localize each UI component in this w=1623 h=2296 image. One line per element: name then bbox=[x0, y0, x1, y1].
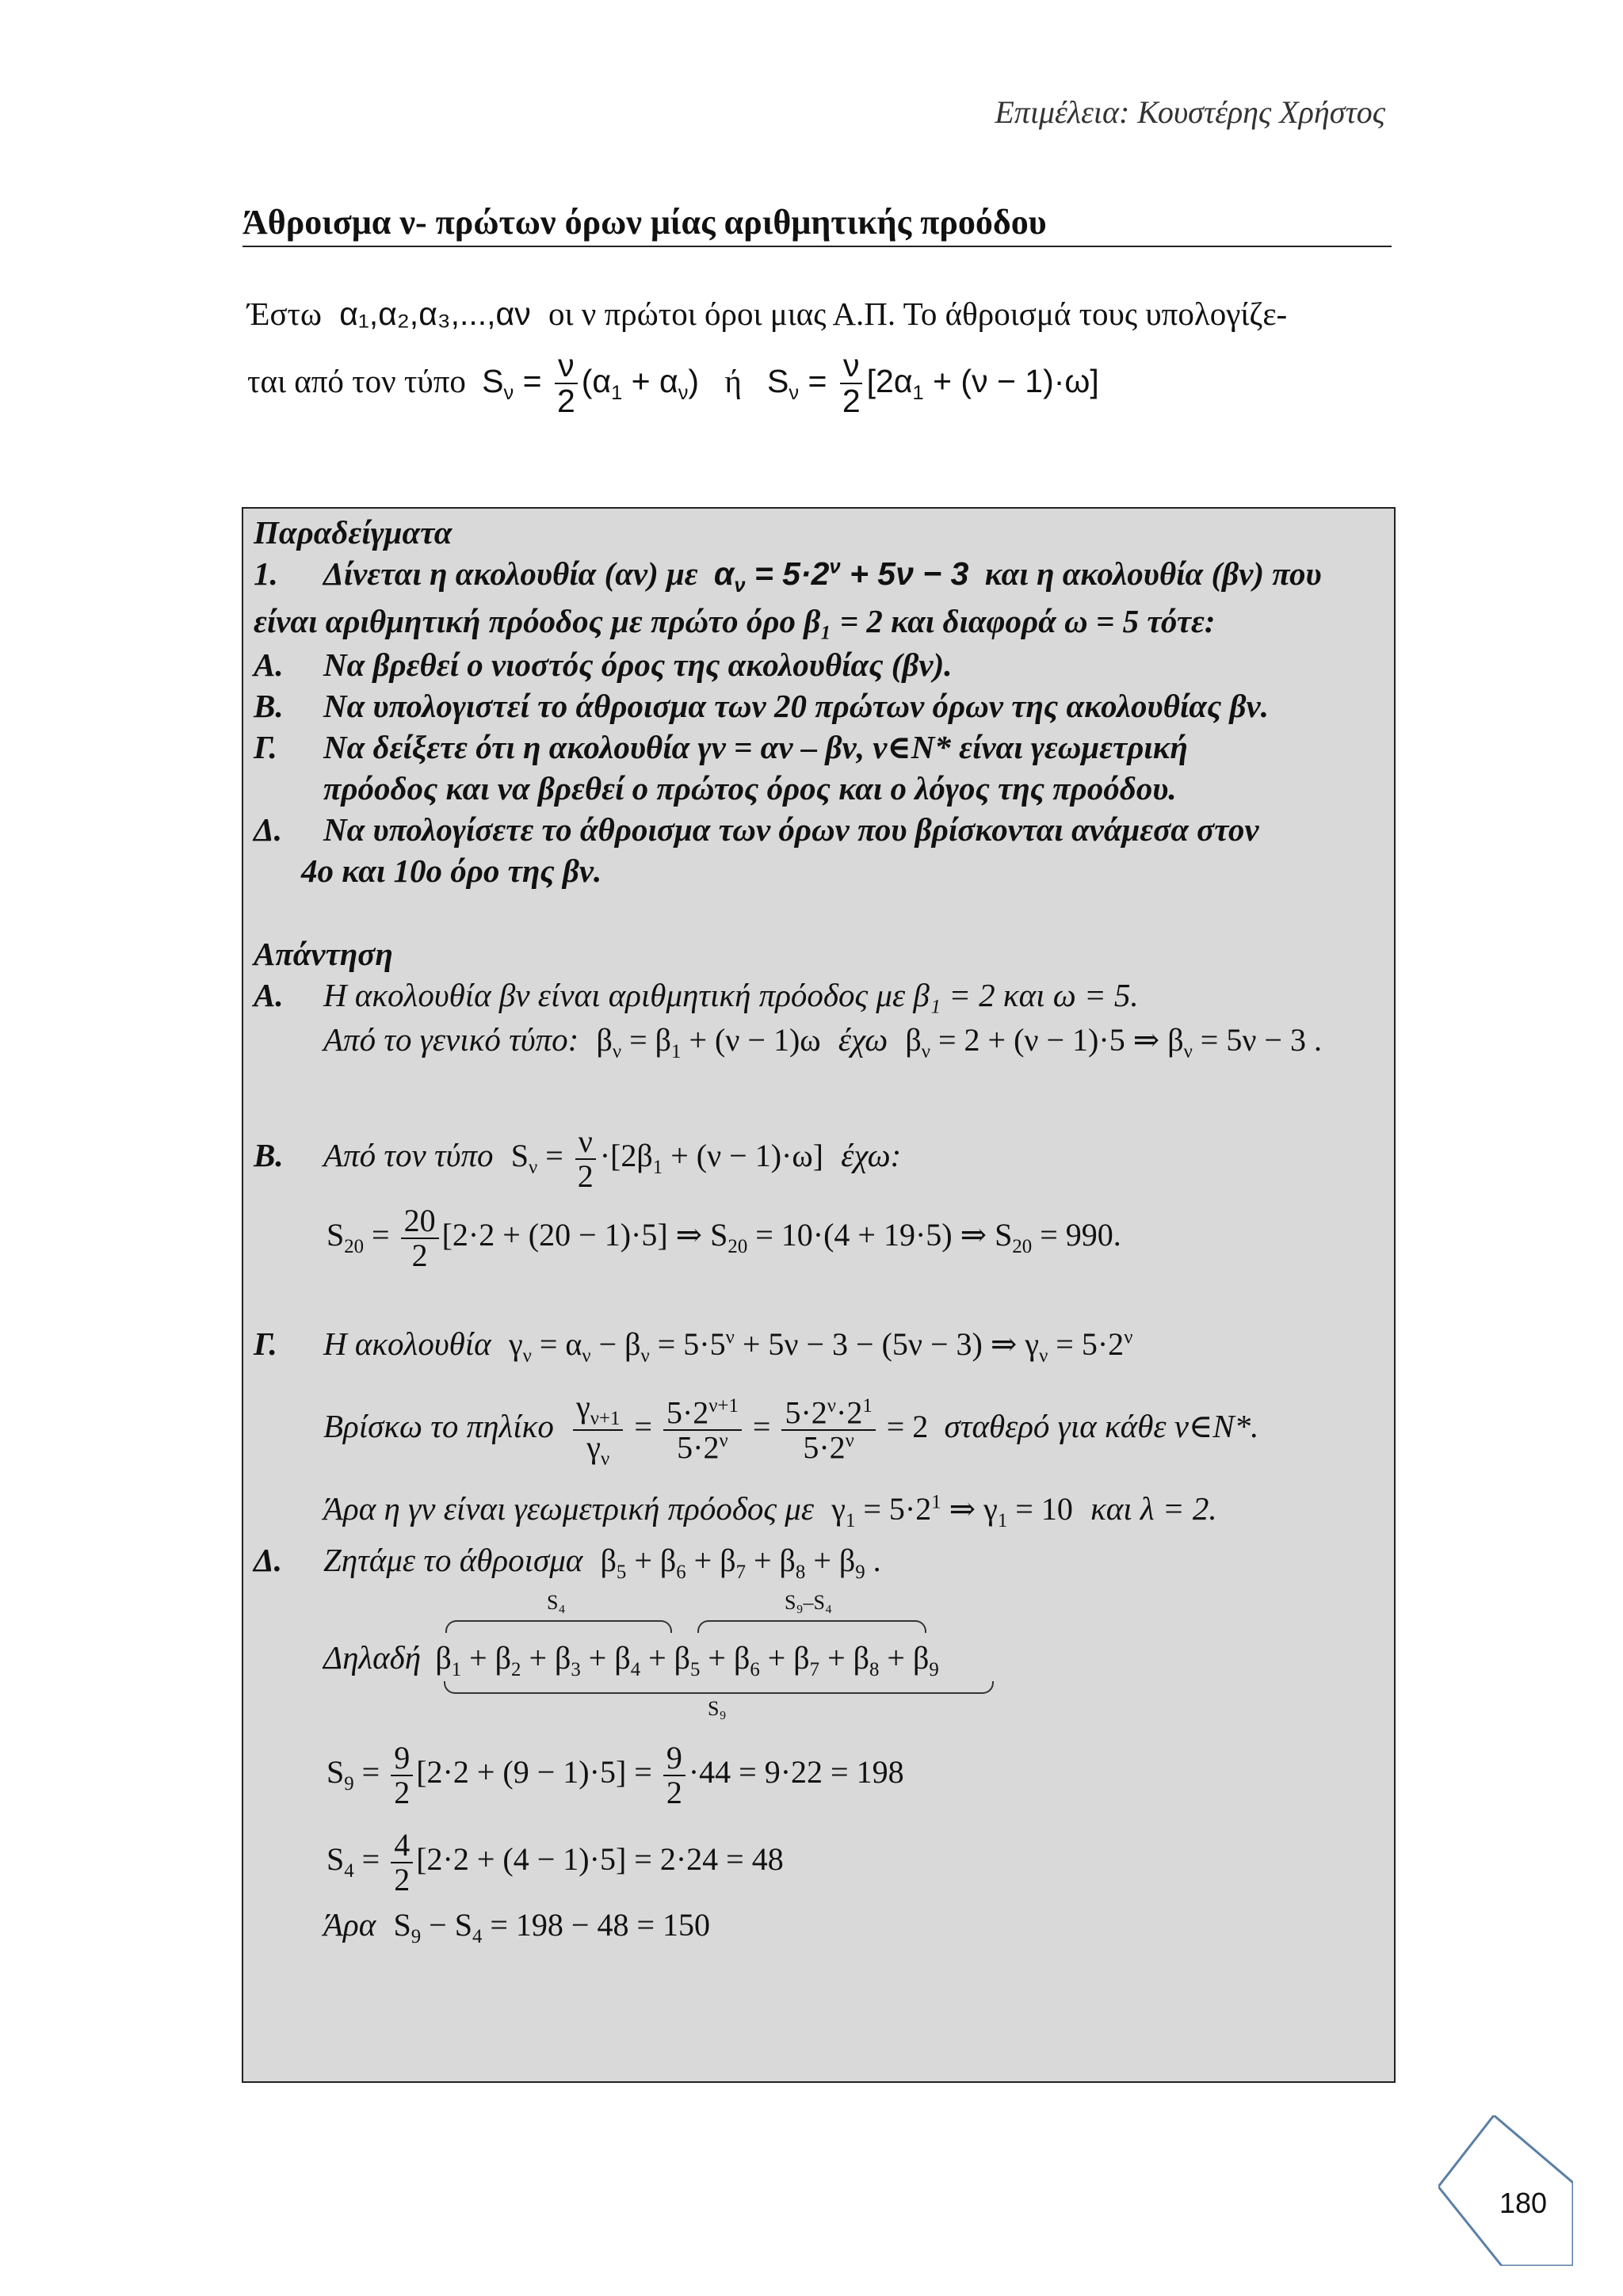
answer-G-line-2 bbox=[323, 1390, 1258, 1470]
answer-D-expansion: $\beta_1 + \beta_2 + \beta_3 + \beta_4 + \beta_5 + \beta_6 + \beta_7 + \beta_8 + \beta_9$ bbox=[435, 1640, 939, 1680]
question-A-label: Α. bbox=[254, 646, 284, 683]
question-1-text-a: Δίνεται η ακολουθία (αν) με bbox=[323, 555, 698, 592]
brace-s9-minus-s4 bbox=[697, 1620, 926, 1633]
formula-sum-1: $S_\nu$ = $\frac{\nu}{2}$ $(\alpha_1 + \alpha_\nu)$ bbox=[482, 347, 700, 420]
answer-D-label: Δ. bbox=[254, 1542, 282, 1578]
brace-s9 bbox=[444, 1681, 994, 1694]
answer-D-text-1a: Ζητάμε το άθροισμα bbox=[323, 1542, 583, 1578]
answer-B-text-1b: έχω: bbox=[841, 1137, 902, 1174]
answer-G-ratio: $\frac{\gamma_{\nu+1}}{\gamma_\nu}$ = $\frac{5\cdot 2^{\nu+1}}{5\cdot 2^\nu}$ = $\frac{5\cdot 2^\nu\cdot 2^1}{5\cdot 2^\nu}$ = 2 bbox=[570, 1409, 928, 1444]
answer-A-formula-2: $\beta_\nu = 2 + (\nu - 1)\cdot 5$ ⇒ $\beta_\nu = 5\nu - 3$ . bbox=[905, 1022, 1322, 1062]
answer-D-final bbox=[323, 1905, 710, 1948]
answer-A-line-1 bbox=[254, 976, 1139, 1014]
question-D-line-1 bbox=[254, 810, 1259, 849]
brace-label-s9-s4: S₉–S₄ bbox=[785, 1591, 833, 1614]
question-1-line-1 bbox=[254, 555, 1322, 597]
question-G-label: Γ. bbox=[254, 729, 277, 765]
answer-B-computation: $S_{20}$ = $\frac{20}{2}$ [2·2 + (20 − 1)·5] ⇒ $S_{20} = 10\cdot(4 + 19\cdot 5)$ ⇒ $S_{20} = 990$. bbox=[327, 1203, 1121, 1273]
intro-line-1 bbox=[247, 295, 1287, 333]
answer-D-s4: $S_4$ = $\frac{4}{2}$ [2·2 + (4 − 1)·5] = 2·24 = 48 bbox=[327, 1827, 784, 1897]
answer-G-line-1 bbox=[254, 1325, 1132, 1367]
intro-text-b: οι ν πρώτοι όροι μιας Α.Π. Το άθροισμά τους υπολογίζε- bbox=[548, 296, 1288, 332]
answer-D-s9: $S_9$ = $\frac{9}{2}$ [2·2 + (9 − 1)·5] = $\frac{9}{2}$ ·44 = 9·22 = 198 bbox=[327, 1740, 904, 1810]
answer-D-final-formula: $S_9 - S_4 = 198 - 48 = 150$ bbox=[393, 1907, 711, 1947]
answer-G-label: Γ. bbox=[254, 1325, 277, 1362]
question-D-text-1: Να υπολογίσετε το άθροισμα των όρων που βρίσκονται ανάμεσα στον bbox=[323, 811, 1259, 848]
answer-G-text-3a: Άρα η γν είναι γεωμετρική πρόοδος με bbox=[323, 1490, 815, 1527]
answer-D-text-2a: Δηλαδή bbox=[323, 1639, 422, 1676]
examples-heading: Παραδείγματα bbox=[254, 514, 453, 551]
intro-terms: α₁,α₂,α₃,...,αν bbox=[339, 296, 531, 332]
title-underline bbox=[242, 246, 1392, 247]
question-1-line-2: είναι αριθμητική πρόοδος με πρώτο όρο β₁ = 2 και διαφορά ω = 5 τότε: bbox=[254, 603, 1216, 639]
sequence-a-formula: $\alpha_\nu = 5\cdot 2^\nu + 5\nu - 3$ bbox=[713, 555, 969, 597]
question-G-line-1 bbox=[254, 728, 1188, 766]
question-B-label: Β. bbox=[254, 688, 284, 724]
question-D-label: Δ. bbox=[254, 811, 282, 848]
brace-label-s9: S₉ bbox=[708, 1697, 727, 1720]
or-word: ή bbox=[724, 362, 742, 399]
question-A bbox=[254, 646, 952, 684]
answer-G-text-1a: Η ακολουθία bbox=[323, 1325, 491, 1362]
answer-heading: Απάντηση bbox=[254, 936, 393, 972]
intro-text-c: ται από τον τύπο bbox=[247, 362, 466, 399]
author-header: Επιμέλεια: Κουστέρης Χρήστος bbox=[995, 94, 1385, 130]
intro-line-2 bbox=[247, 349, 1099, 418]
answer-G-text-2b: σταθερό για κάθε ν∈N*. bbox=[944, 1408, 1259, 1445]
answer-A-text-1: Η ακολουθία βν είναι αριθμητική πρόοδος με β₁ = 2 και ω = 5. bbox=[323, 977, 1139, 1013]
answer-A-line-2 bbox=[323, 1020, 1322, 1063]
answer-D-line-2 bbox=[323, 1638, 939, 1681]
answer-A-formula-1: $\beta_\nu = \beta_1 + (\nu - 1)\omega$ bbox=[596, 1022, 821, 1062]
answer-A-text-2a: Από το γενικό τύπο: bbox=[323, 1021, 579, 1058]
answer-G-formula-3: $\gamma_1 = 5\cdot 2^1$ ⇒ $\gamma_1 = 10$ bbox=[831, 1491, 1073, 1531]
answer-D-line-1 bbox=[254, 1541, 881, 1584]
answer-B-label: Β. bbox=[254, 1137, 284, 1174]
answer-G-text-3b: και λ = 2. bbox=[1090, 1490, 1217, 1527]
answer-D-final-word: Άρα bbox=[323, 1906, 376, 1943]
answer-B-formula: $S_\nu$ = $\frac{\nu}{2}$ $\cdot[2\beta_1 + (\nu - 1)\cdot\omega]$ bbox=[510, 1123, 823, 1194]
answer-B-line-1 bbox=[254, 1125, 901, 1193]
question-1-number: 1. bbox=[254, 555, 278, 592]
formula-sum-2: $S_\nu$ = $\frac{\nu}{2}$ $[2\alpha_1 + (\nu - 1)\cdot\omega]$ bbox=[767, 347, 1099, 420]
question-G-text-1: Να δείξετε ότι η ακολουθία γν = αν – βν, ν∈N* είναι γεωμετρική bbox=[323, 729, 1188, 765]
question-B bbox=[254, 687, 1269, 725]
question-D-line-2: 4ο και 10ο όρο της βν. bbox=[301, 852, 602, 889]
brace-label-s4: S₄ bbox=[547, 1591, 566, 1614]
answer-G-text-2a: Βρίσκω το πηλίκο bbox=[323, 1408, 554, 1445]
question-1-text-b: και η ακολουθία (βν) που bbox=[984, 555, 1322, 592]
page-number: 180 bbox=[1499, 2187, 1548, 2219]
answer-A-text-2b: έχω bbox=[838, 1021, 888, 1058]
section-title: Άθροισμα ν- πρώτων όρων μίας αριθμητικής προόδου bbox=[242, 203, 1047, 242]
brace-s4 bbox=[445, 1620, 672, 1633]
question-A-text: Να βρεθεί ο νιοστός όρος της ακολουθίας (βν). bbox=[323, 646, 953, 683]
question-G-line-2: πρόοδος και να βρεθεί ο πρώτος όρος και ο λόγος της προόδου. bbox=[323, 770, 1177, 807]
answer-G-line-3 bbox=[323, 1489, 1217, 1532]
intro-text-a: Έστω bbox=[247, 296, 323, 332]
question-B-text: Να υπολογιστεί το άθροισμα των 20 πρώτων όρων της ακολουθίας βν. bbox=[323, 688, 1269, 724]
answer-B-text-1a: Από τον τύπο bbox=[323, 1137, 494, 1174]
answer-D-sum: $\beta_5 + \beta_6 + \beta_7 + \beta_8 + \beta_9$ . bbox=[600, 1543, 881, 1583]
answer-A-label: Α. bbox=[254, 977, 284, 1013]
answer-G-formula-1: $\gamma_\nu = \alpha_\nu - \beta_\nu = 5\cdot 5^\nu + 5\nu - 3 - (5\nu - 3)$ ⇒ $\gamma_\nu = 5\cdot 2^\nu$ bbox=[508, 1326, 1133, 1367]
